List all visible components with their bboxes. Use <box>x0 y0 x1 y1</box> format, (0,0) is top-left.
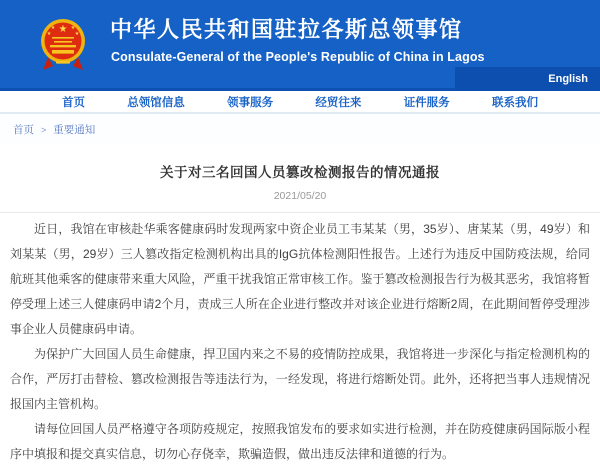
site-subtitle: Consulate-General of the People's Republic of China in Lagos <box>111 50 485 64</box>
article-paragraph-1: 近日，我馆在审核赴华乘客健康码时发现两家中资企业员工韦某某（男，35岁）、唐某某（男，49岁）和刘某某（男，29岁）三人篡改指定检测机构出具的IgG抗体检测阳性报告。上述行为违反中国防疫法规，给同航班其他乘客的健康带来重大风险，严重干扰我馆正常审核工作。鉴于篡改检测报告行为极其恶劣，我馆将暂停受理上述三人健康码申请2个月，责成三人所在企业进行整改并对该企业进行熔断2周，在此期间暂停受理涉事企业人员健康码申请。 <box>10 222 590 336</box>
article-paragraph-2: 为保护广大回国人员生命健康，捍卫国内来之不易的疫情防控成果，我馆将进一步深化与指定检测机构的合作，严厉打击替检、篡改检测报告等违法行为，一经发现，将进行熔断处罚。此外，还将把当事人违规情况报国内主管机构。 <box>10 347 590 411</box>
site-title: 中华人民共和国驻拉各斯总领事馆 <box>110 17 463 42</box>
article-title: 关于对三名回国人员篡改检测报告的情况通报 <box>160 165 440 180</box>
header-text <box>110 15 485 65</box>
nav-item-consular-services[interactable]: 领事服务 <box>227 96 274 109</box>
english-language-link[interactable]: English <box>455 67 600 91</box>
breadcrumb-separator-icon: > <box>41 124 47 135</box>
nav-item-contact-us[interactable]: 联系我们 <box>491 96 538 109</box>
nav-item-consulate-info[interactable]: 总领馆信息 <box>127 96 185 109</box>
site-header <box>0 0 600 91</box>
article-date: 2021/05/20 <box>273 190 327 202</box>
svg-text:★: ★ <box>46 31 52 37</box>
svg-text:★: ★ <box>50 25 56 31</box>
article <box>0 161 600 467</box>
nav-item-economic-trade[interactable]: 经贸往来 <box>315 96 362 109</box>
title-divider <box>0 212 600 213</box>
nav-item-document-services[interactable]: 证件服务 <box>403 96 450 109</box>
svg-text:★: ★ <box>58 24 68 35</box>
main-nav <box>0 91 600 114</box>
article-body <box>0 217 600 467</box>
nav-item-home[interactable]: 首页 <box>62 96 85 109</box>
svg-text:★: ★ <box>70 25 76 31</box>
breadcrumb-current-page[interactable]: 重要通知 <box>53 124 96 136</box>
svg-text:★: ★ <box>74 31 80 37</box>
breadcrumb <box>0 114 600 145</box>
china-national-emblem-icon <box>40 15 86 75</box>
article-paragraph-3: 请每位回国人员严格遵守各项防疫规定，按照我馆发布的要求如实进行检测，并在防疫健康码国际版小程序中填报和提交真实信息，切勿心存侥幸，欺骗造假，做出违反法律和道德的行为。 <box>10 422 590 461</box>
breadcrumb-home-link[interactable]: 首页 <box>13 124 34 136</box>
